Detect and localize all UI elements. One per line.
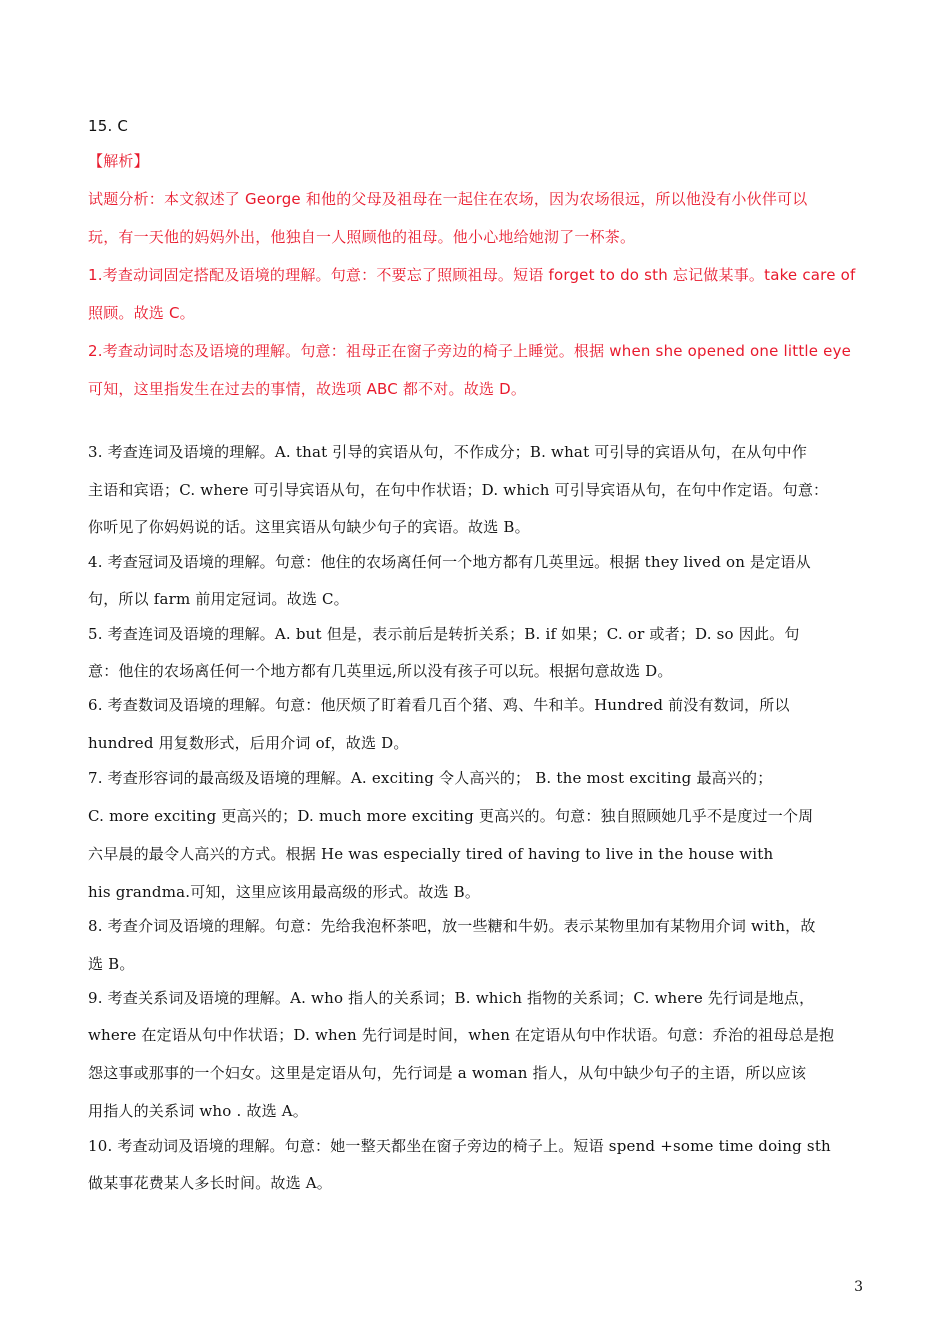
item-10-line-2: 做某事花费某人多长时间。故选 A。 — [88, 1174, 333, 1192]
item-6-line-2: hundred 用复数形式，后用介词 of，故选 D。 — [88, 734, 409, 752]
item-8-line-1: 8. 考查介词及语境的理解。句意：先给我泡杯茶吧，放一些糖和牛奶。表示某物里加有某物用介词 with，故 — [88, 917, 816, 935]
item-7-line-3: 六早晨的最令人高兴的方式。根据 He was especially tired of having to live in the house with — [88, 845, 774, 863]
page-number: 3 — [854, 1279, 863, 1295]
item-3-line-2: 主语和宾语；C. where 可引导宾语从句，在句中作状语；D. which 可引导宾语从句，在句中作定语。句意： — [88, 481, 829, 499]
item-7-line-2: C. more exciting 更高兴的；D. much more exciting 更高兴的。句意：独自照顾她几乎不是度过一个周 — [88, 807, 814, 825]
item-3-line-3: 你听见了你妈妈说的话。这里宾语从句缺少句子的宾语。故选 B。 — [88, 518, 530, 536]
item-5-line-2: 意：他住的农场离任何一个地方都有几英里远,所以没有孩子可以玩。根据句意故选 D。 — [88, 662, 673, 680]
item-4-line-1: 4. 考查冠词及语境的理解。句意：他住的农场离任何一个地方都有几英里远。根据 they lived on 是定语从 — [88, 553, 811, 571]
item-6-line-1: 6. 考查数词及语境的理解。句意：他厌烦了盯着看几百个猪、鸡、牛和羊。Hundred 前没有数词，所以 — [88, 696, 790, 714]
item-1-line-2: 照顾。故选 C。 — [88, 304, 195, 322]
item-1-line-1: 1.考查动词固定搭配及语境的理解。句意：不要忘了照顾祖母。短语 forget to do sth 忘记做某事。take care of — [88, 266, 856, 284]
item-10-line-1: 10. 考查动词及语境的理解。句意：她一整天都坐在窗子旁边的椅子上。短语 spend +some time doing sth — [88, 1137, 831, 1155]
item-3-line-1: 3. 考查连词及语境的理解。A. that 引导的宾语从句，不作成分；B. what 可引导的宾语从句，在从句中作 — [88, 443, 808, 461]
answer-header: 15. C — [88, 117, 129, 135]
item-9-line-3: 怨这事或那事的一个妇女。这里是定语从句，先行词是 a woman 指人，从句中缺少句子的主语，所以应该 — [88, 1064, 807, 1082]
item-5-line-1: 5. 考查连词及语境的理解。A. but 但是，表示前后是转折关系；B. if 如果；C. or 或者；D. so 因此。句 — [88, 625, 800, 643]
item-4-line-2: 句，所以 farm 前用定冠词。故选 C。 — [88, 590, 349, 608]
item-7-line-4: his grandma.可知，这里应该用最高级的形式。故选 B。 — [88, 883, 481, 901]
analysis-label: 【解析】 — [88, 152, 149, 170]
item-7-line-1: 7. 考查形容词的最高级及语境的理解。A. exciting 令人高兴的； B. the most exciting 最高兴的； — [88, 769, 773, 787]
item-2-line-2: 可知，这里指发生在过去的事情，故选项 ABC 都不对。故选 D。 — [88, 380, 527, 398]
analysis-intro-line-2: 玩，有一天他的妈妈外出，他独自一人照顾他的祖母。他小心地给她沏了一杯茶。 — [88, 228, 636, 246]
analysis-intro-line-1: 试题分析：本文叙述了 George 和他的父母及祖母在一起住在农场，因为农场很远，所以他没有小伙伴可以 — [88, 190, 808, 208]
item-8-line-2: 选 B。 — [88, 955, 135, 973]
item-9-line-4: 用指人的关系词 who . 故选 A。 — [88, 1102, 309, 1120]
item-2-line-1: 2.考查动词时态及语境的理解。句意：祖母正在窗子旁边的椅子上睡觉。根据 when she opened one little eye — [88, 342, 852, 360]
item-9-line-1: 9. 考查关系词及语境的理解。A. who 指人的关系词；B. which 指物的关系词；C. where 先行词是地点， — [88, 989, 815, 1007]
item-9-line-2: where 在定语从句中作状语；D. when 先行词是时间，when 在定语从句中作状语。句意：乔治的祖母总是抱 — [88, 1026, 835, 1044]
